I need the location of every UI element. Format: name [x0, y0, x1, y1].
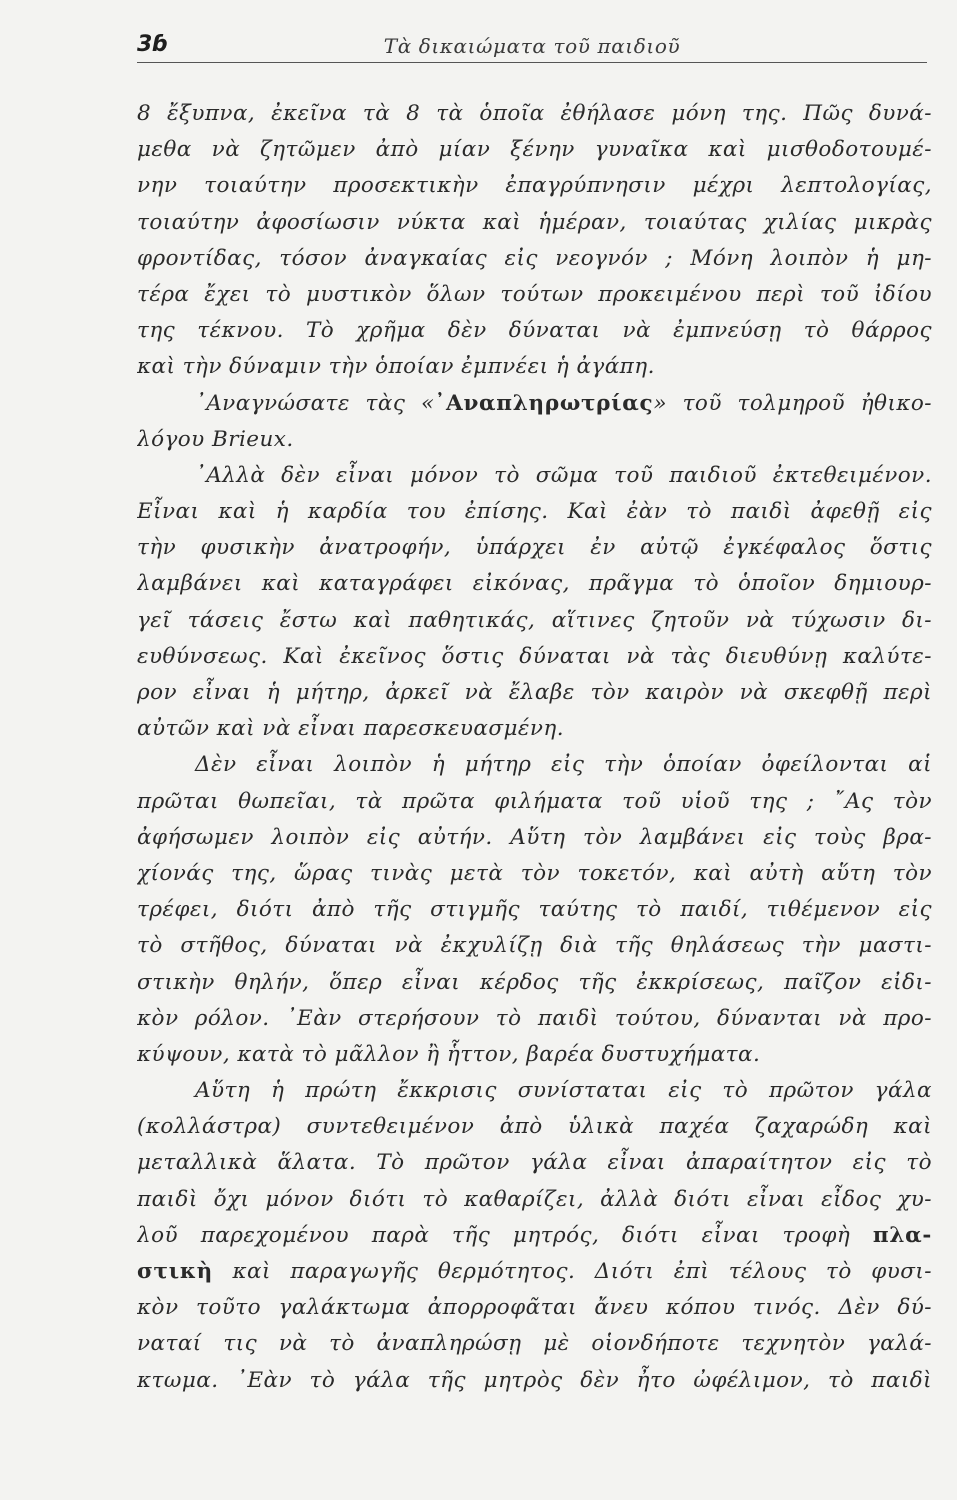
- text-line: χίονάς της, ὥρας τινὰς μετὰ τὸν τοκετόν, καὶ αὐτὴ αὕτη τὸν: [137, 860, 932, 886]
- text-line: τὸ στῆθος, δύναται νὰ ἐκχυλίζῃ διὰ τῆς θηλάσεως τὴν μαστι-: [137, 933, 932, 959]
- text-line: ᾿Αλλὰ δὲν εἶναι μόνον τὸ σῶμα τοῦ παιδιοῦ ἐκτεθειμένον.: [195, 462, 932, 488]
- page-number: 3ɓ: [137, 32, 169, 57]
- running-title: Τὰ δικαιώματα τοῦ παιδιοῦ: [383, 34, 681, 58]
- emphasized-title: ᾿Αναπληρωτρίας: [434, 390, 654, 416]
- text-span: ᾿Αναγνώσατε τὰς «: [195, 390, 435, 416]
- text-line: νην τοιαύτην προσεκτικὴν ἐπαγρύπνησιν μέχρι λεπτολογίας,: [137, 173, 932, 199]
- text-line: κτωμα. ᾿Εὰν τὸ γάλα τῆς μητρὸς δὲν ἦτο ὠφέλιμον, τὸ παιδὶ: [137, 1367, 932, 1393]
- text-line: αὐτῶν καὶ νὰ εἶναι παρεσκευασμένη.: [137, 716, 565, 742]
- text-line: τέρα ἔχει τὸ μυστικὸν ὅλων τούτων προκειμένου περὶ τοῦ ἰδίου: [137, 281, 932, 307]
- page-header: [137, 28, 927, 63]
- body-text: [137, 96, 932, 1399]
- emphasized-word: πλα-: [872, 1222, 932, 1248]
- text-line: τὴν φυσικὴν ἀνατροφήν, ὑπάρχει ἐν αὐτῷ ἐγκέφαλος ὅστις: [137, 535, 932, 561]
- text-line: στικὴν θηλήν, ὅπερ εἶναι κέρδος τῆς ἐκκρίσεως, παῖζον εἰδι-: [137, 969, 932, 995]
- text-line: Δὲν εἶναι λοιπὸν ἡ μήτηρ εἰς τὴν ὁποίαν ὀφείλονται αἱ: [195, 752, 932, 778]
- text-line: γεῖ τάσεις ἔστω καὶ παθητικάς, αἵτινες ζητοῦν νὰ τύχωσιν δι-: [137, 607, 932, 633]
- text-line: πρῶται θωπεῖαι, τὰ πρῶτα φιλήματα τοῦ υἱοῦ της ; ῎Ας τὸν: [137, 788, 932, 814]
- text-line: μεταλλικὰ ἅλατα. Τὸ πρῶτον γάλα εἶναι ἀπαραίτητον εἰς τὸ: [137, 1150, 932, 1176]
- text-span: » τοῦ τολμηροῦ ἠθικο-: [653, 390, 932, 416]
- text-line: λόγου Brieux.: [137, 426, 294, 452]
- text-line: τρέφει, διότι ἀπὸ τῆς στιγμῆς ταύτης τὸ παιδί, τιθέμενον εἰς: [137, 897, 932, 923]
- text-line: [137, 1218, 932, 1254]
- text-span: καὶ παραγωγῆς θερμότητος. Διότι ἐπὶ τέλους τὸ φυσι-: [212, 1259, 932, 1284]
- text-span: λοῦ παρεχομένου παρὰ τῆς μητρός, διότι εἶναι τροφὴ: [137, 1222, 873, 1248]
- text-line: λαμβάνει καὶ καταγράφει εἰκόνας, πρᾶγμα τὸ ὁποῖον δημιουρ-: [137, 571, 932, 597]
- text-line: (κολλάστρα) συντεθειμένον ἀπὸ ὑλικὰ παχέα ζαχαρώδη καὶ: [137, 1114, 932, 1140]
- text-line: Αὕτη ἡ πρώτη ἔκκρισις συνίσταται εἰς τὸ πρῶτον γάλα: [195, 1078, 932, 1104]
- text-line: [137, 386, 932, 422]
- text-line: τοιαύτην ἀφοσίωσιν νύκτα καὶ ἡμέραν, τοιαύτας χιλίας μικρὰς: [137, 209, 932, 235]
- text-line: Εἶναι καὶ ἡ καρδία του ἐπίσης. Καὶ ἐὰν τὸ παιδὶ ἀφεθῇ εἰς: [137, 499, 932, 525]
- text-line: 8 ἔξυπνα, ἐκεῖνα τὰ 8 τὰ ὁποῖα ἐθήλασε μόνη της. Πῶς δυνά-: [137, 101, 932, 126]
- text-line: κὸν τοῦτο γαλάκτωμα ἀπορροφᾶται ἄνευ κόπου τινός. Δὲν δύ-: [137, 1295, 932, 1321]
- text-line: κὸν ρόλον. ᾿Εὰν στερήσουν τὸ παιδὶ τούτου, δύνανται νὰ προ-: [137, 1005, 932, 1031]
- text-line: κύψουν, κατὰ τὸ μᾶλλον ἢ ἧττον, βαρέα δυστυχήματα.: [137, 1041, 761, 1067]
- text-line: μεθα νὰ ζητῶμεν ἀπὸ μίαν ξένην γυναῖκα καὶ μισθοδοτουμέ-: [137, 137, 932, 163]
- text-line: της τέκνου. Τὸ χρῆμα δὲν δύναται νὰ ἐμπνεύσῃ τὸ θάρρος: [137, 318, 932, 344]
- text-line: ἀφήσωμεν λοιπὸν εἰς αὐτήν. Αὕτη τὸν λαμβάνει εἰς τοὺς βρα-: [137, 824, 932, 850]
- text-line: [137, 1254, 932, 1290]
- text-line: ευθύνσεως. Καὶ ἐκεῖνος ὅστις δύναται νὰ τὰς διευθύνῃ καλύτε-: [137, 643, 932, 669]
- emphasized-word: στικὴ: [137, 1259, 213, 1284]
- text-line: φροντίδας, τόσον ἀναγκαίας εἰς νεογνόν ; Μόνη λοιπὸν ἡ μη-: [137, 245, 932, 271]
- text-line: ναταί τις νὰ τὸ ἀναπληρώσῃ μὲ οἱονδήποτε τεχνητὸν γαλά-: [137, 1331, 932, 1357]
- text-line: ρον εἶναι ἡ μήτηρ, ἀρκεῖ νὰ ἔλαβε τὸν καιρὸν νὰ σκεφθῇ περὶ: [137, 680, 932, 705]
- text-line: καὶ τὴν δύναμιν τὴν ὁποίαν ἐμπνέει ἡ ἀγάπη.: [137, 354, 655, 380]
- text-line: παιδὶ ὄχι μόνον διότι τὸ καθαρίζει, ἀλλὰ διότι εἶναι εἶδος χυ-: [137, 1186, 932, 1212]
